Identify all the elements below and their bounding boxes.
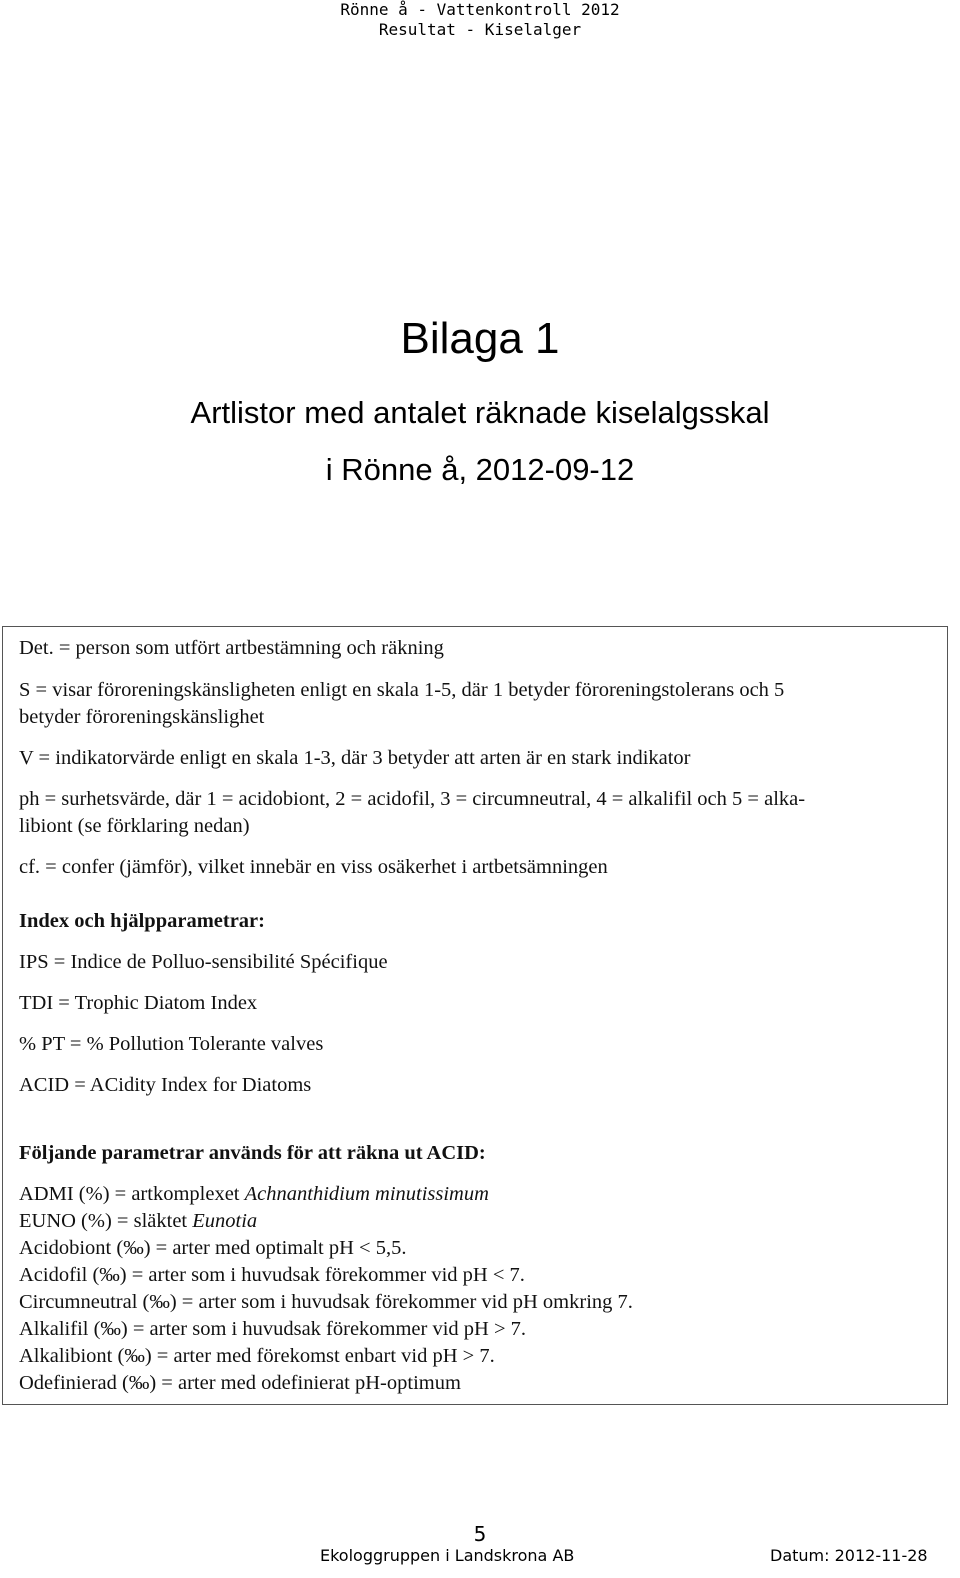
page-title: Bilaga 1 [400, 314, 560, 363]
footer-company: Ekologgruppen i Landskrona AB [320, 1546, 575, 1565]
def-ph-line-1: ph = surhetsvärde, där 1 = acidobiont, 2 = acidofil, 3 = circumneutral, 4 = alkalifil och 5 = alka- [19, 788, 806, 810]
def-det: Det. = person som utfört artbestämning och räkning [19, 637, 444, 659]
def-s-line-2: betyder föroreningskänslighet [19, 706, 265, 728]
param-euno-prefix: EUNO (%) = släktet [19, 1210, 193, 1232]
subtitle-line-1: Artlistor med antalet räknade kiselalgsskal [190, 395, 770, 430]
def-v: V = indikatorvärde enligt en skala 1-3, där 3 betyder att arten är en stark indikator [19, 747, 691, 769]
param-euno-taxon: Eunotia [192, 1210, 258, 1232]
definitions-box [2, 626, 948, 1405]
index-tdi: TDI = Trophic Diatom Index [19, 992, 258, 1014]
header-section: Resultat - Kiselalger [378, 20, 582, 39]
def-s-line-1: S = visar föroreningskänsligheten enligt en skala 1-5, där 1 betyder föroreningstolerans och 5 [19, 679, 785, 701]
footer-date: Datum: 2012-11-28 [770, 1546, 928, 1565]
param-circumneutral: Circumneutral (‰) = arter som i huvudsak förekommer vid pH omkring 7. [19, 1291, 633, 1313]
def-ph-line-2: libiont (se förklaring nedan) [19, 815, 250, 837]
param-euno [19, 1208, 935, 1235]
param-acidobiont: Acidobiont (‰) = arter med optimalt pH < 5,5. [19, 1237, 407, 1259]
def-cf: cf. = confer (jämför), vilket innebär en viss osäkerhet i artbetsämningen [19, 856, 608, 878]
param-admi-prefix: ADMI (%) = artkomplexet [19, 1183, 245, 1205]
index-pt: % PT = % Pollution Tolerante valves [19, 1033, 324, 1055]
acid-params-heading: Följande parametrar används för att räkna ut ACID: [19, 1142, 486, 1164]
index-heading: Index och hjälpparametrar: [19, 910, 265, 932]
param-odefinierad: Odefinierad (‰) = arter med odefinierat pH-optimum [19, 1372, 461, 1394]
param-acidofil: Acidofil (‰) = arter som i huvudsak förekommer vid pH < 7. [19, 1264, 525, 1286]
param-alkalifil: Alkalifil (‰) = arter som i huvudsak förekommer vid pH > 7. [19, 1318, 527, 1340]
index-acid: ACID = ACidity Index for Diatoms [19, 1074, 312, 1096]
param-admi-taxon: Achnanthidium minutissimum [244, 1183, 489, 1205]
param-alkalibiont: Alkalibiont (‰) = arter med förekomst enbart vid pH > 7. [19, 1345, 495, 1367]
subtitle-line-2: i Rönne å, 2012-09-12 [325, 452, 635, 487]
param-admi [19, 1181, 935, 1208]
header-project: Rönne å - Vattenkontroll 2012 [340, 0, 620, 19]
page-number: 5 [473, 1522, 487, 1546]
index-ips: IPS = Indice de Polluo-sensibilité Spécifique [19, 951, 388, 973]
